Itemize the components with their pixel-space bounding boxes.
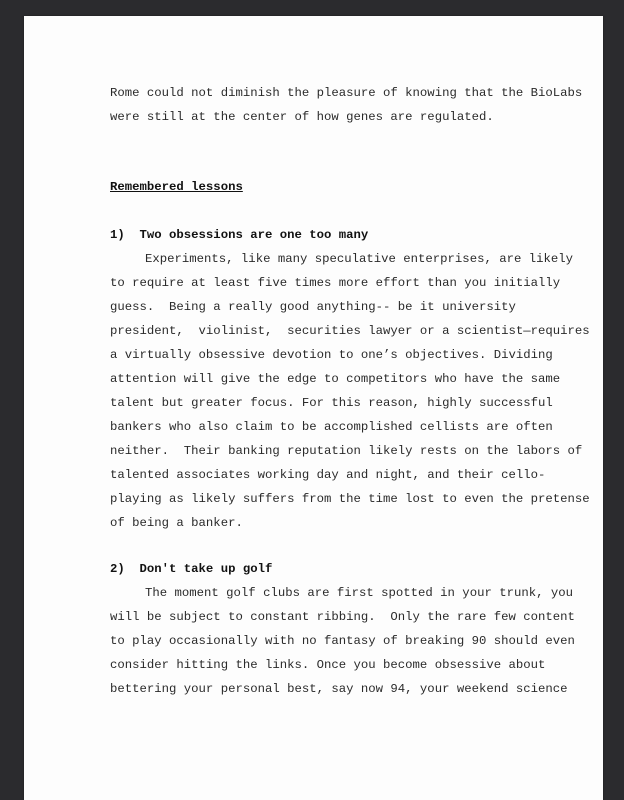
paragraph-line: bettering your personal best, say now 94, your weekend science <box>110 682 568 696</box>
paragraph-line: of being a banker. <box>110 516 243 530</box>
paragraph-line: a virtually obsessive devotion to one’s objectives. Dividing <box>110 348 553 362</box>
paragraph-line: consider hitting the links. Once you become obsessive about <box>110 658 546 672</box>
paragraph-line: neither. Their banking reputation likely rests on the labors of <box>110 444 583 458</box>
document-page <box>24 16 603 800</box>
intro-line: Rome could not diminish the pleasure of knowing that the BioLabs <box>110 86 583 100</box>
paragraph-line: talented associates working day and night, and their cello- <box>110 468 546 482</box>
paragraph-line: Experiments, like many speculative enterprises, are likely <box>145 252 574 266</box>
paragraph-line: talent but greater focus. For this reason, highly successful <box>110 396 553 410</box>
paragraph-line: guess. Being a really good anything-- be it university <box>110 300 516 314</box>
paragraph-line: will be subject to constant ribbing. Only the rare few content <box>110 610 575 624</box>
paragraph-line: president, violinist, securities lawyer or a scientist—requires <box>110 324 590 338</box>
intro-line: were still at the center of how genes are regulated. <box>110 110 494 124</box>
paragraph-line: bankers who also claim to be accomplished cellists are often <box>110 420 553 434</box>
lesson-heading: 2) Don't take up golf <box>110 562 273 576</box>
paragraph-line: to require at least five times more effort than you initially <box>110 276 561 290</box>
paragraph-line: to play occasionally with no fantasy of breaking 90 should even <box>110 634 575 648</box>
paragraph-line: playing as likely suffers from the time lost to even the pretense <box>110 492 590 506</box>
section-heading: Remembered lessons <box>110 180 243 194</box>
lesson-heading: 1) Two obsessions are one too many <box>110 228 369 242</box>
paragraph-line: The moment golf clubs are first spotted in your trunk, you <box>145 586 574 600</box>
paragraph-line: attention will give the edge to competitors who have the same <box>110 372 561 386</box>
